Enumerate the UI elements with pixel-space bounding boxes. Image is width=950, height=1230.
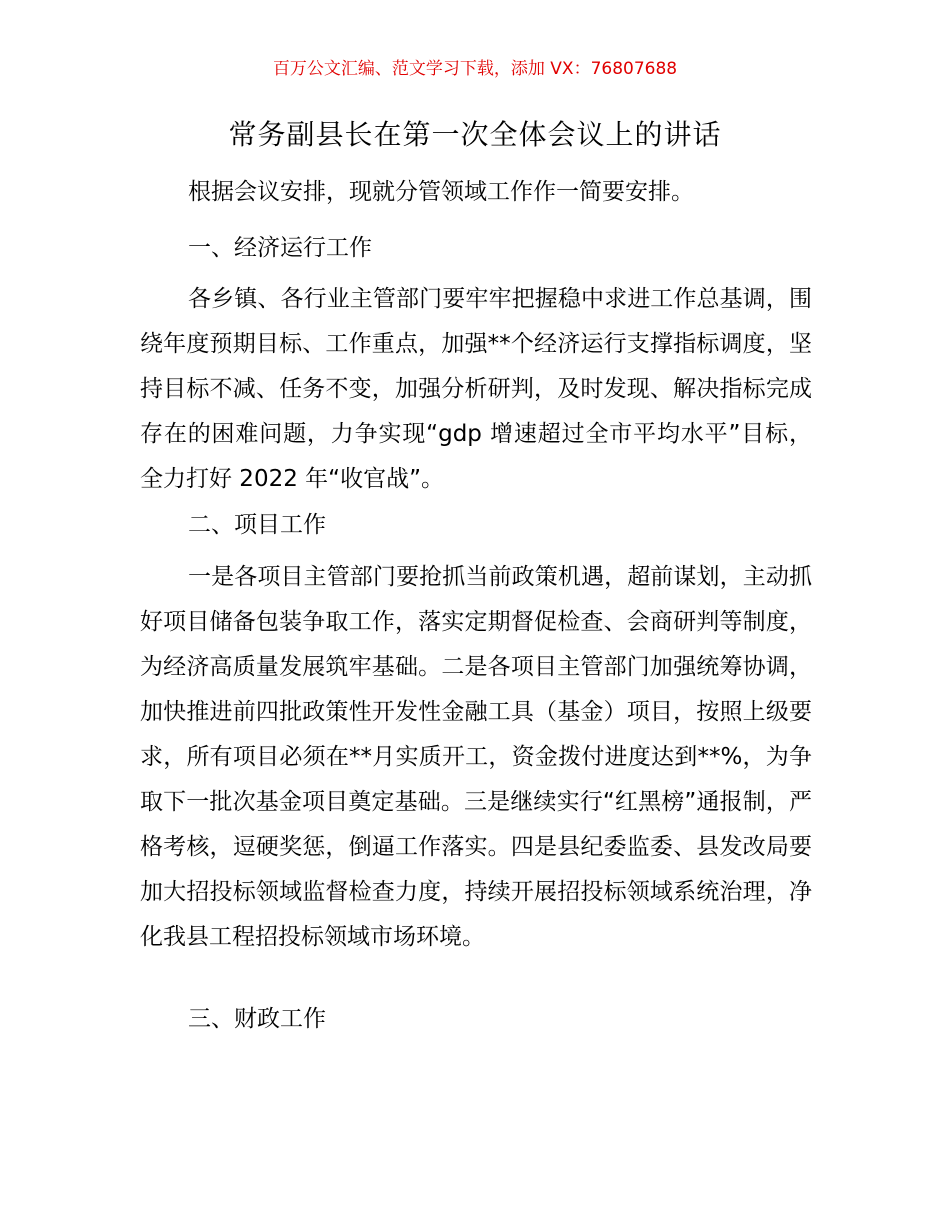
section-paragraph-1	[140, 277, 812, 502]
page-title: 常务副县长在第一次全体会议上的讲话	[228, 118, 722, 151]
section-paragraph-text: 一是各项目主管部门要抢抓当前政策机遇，超前谋划，主动抓好项目储备包装争取工作，落实定期督促检查、会商研判等制度，为经济高质量发展筑牢基础。二是各项目主管部门加强统筹协调，加快推进前四批政策性开发性金融工具（基金）项目，按照上级要求，所有项目必须在**月实质开工，资金拨付进度达到**%，为争取下一批次基金项目奠定基础。三是继续实行“红黑榜”通报制，严格考核，逗硬奖惩，倒逼工作落实。四是县纪委监委、县发改局要加大招投标领域监督检查力度，持续开展招投标领域系统治理，净化我县工程招投标领域市场环境。	[140, 564, 812, 950]
section-heading-text: 二、项目工作	[188, 512, 326, 538]
section-paragraph-text: 各乡镇、各行业主管部门要牢牢把握稳中求进工作总基调，围绕年度预期目标、工作重点，加强**个经济运行支撑指标调度，坚持目标不减、任务不变，加强分析研判，及时发现、解决指标完成存在的困难问题，力争实现“gdp 增速超过全市平均水平”目标，全力打好 2022 年“收官战”。	[140, 286, 812, 492]
promo-header	[0, 58, 950, 80]
section-heading-text: 一、经济运行工作	[188, 235, 372, 261]
section-heading-3	[140, 997, 812, 1042]
section-paragraph-2	[140, 555, 812, 960]
promo-header-text: 百万公文汇编、范文学习下载，添加 VX：76807688	[272, 59, 678, 79]
section-heading-text: 三、财政工作	[188, 1006, 326, 1032]
section-heading-2	[140, 503, 812, 548]
intro-text: 根据会议安排，现就分管领域工作作一简要安排。	[188, 179, 694, 205]
intro-paragraph	[140, 170, 812, 215]
section-heading-1	[140, 226, 812, 271]
